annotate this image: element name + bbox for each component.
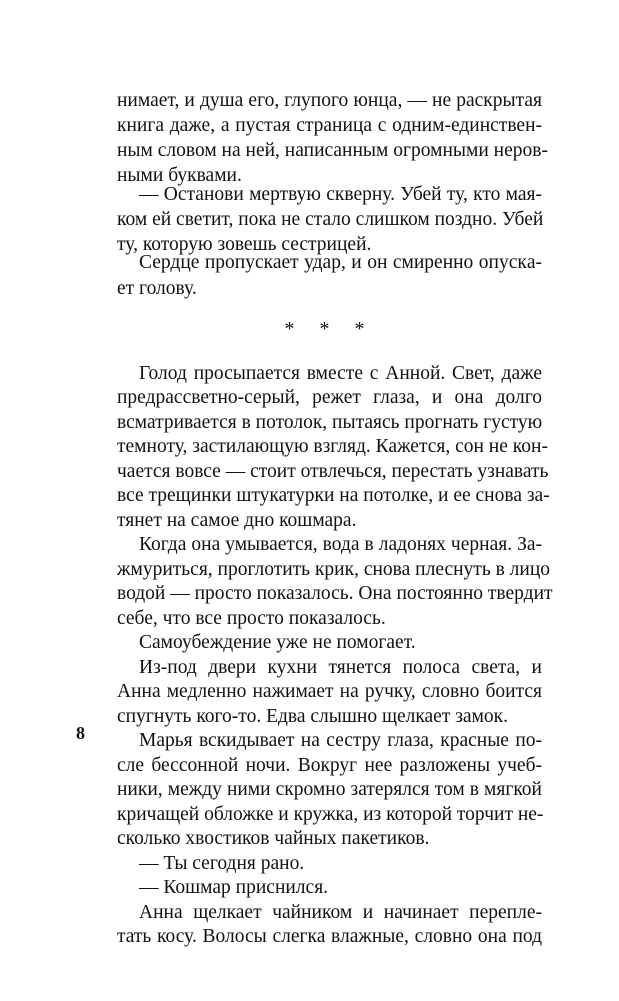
text-line: — Останови мертвую скверну. Убей ту, кто мая- <box>139 184 542 205</box>
text-line: кричащей обложке и кружка, из которой торчит не- <box>117 804 544 825</box>
text-line: жмуриться, проглотить крик, снова плеснуть в лицо <box>117 559 551 580</box>
text-line: ным словом на ней, написанным огромными неров- <box>117 140 548 161</box>
text-line: себе, что все просто показалось. <box>117 608 386 629</box>
text-line: Анна медленно нажимает на ручку, словно боится <box>117 681 542 702</box>
text-line: ники, между ними скромно затерялся том в мягкой <box>117 779 542 800</box>
text-line: спугнуть кого-то. Едва слышно щелкает замок. <box>117 706 509 727</box>
text-line: ет голову. <box>117 278 197 299</box>
text-line: сле бессонной ночи. Вокруг нее разложены учеб- <box>117 755 542 776</box>
text-line: ком ей светит, пока не стало слишком поздно. Убей <box>117 209 544 230</box>
text-line: сколько хвостиков чайных пакетиков. <box>117 828 430 849</box>
text-line: всматривается в потолок, пытаясь прогнать густую <box>117 412 543 433</box>
text-line: водой — просто показалось. Она постоянно твердит <box>117 583 553 604</box>
text-line: тать косу. Волосы слегка влажные, словно она под <box>117 926 542 947</box>
page-number: 8 <box>76 723 85 743</box>
text-line: чается вовсе — стоит отвлечься, перестать узнавать <box>117 461 549 482</box>
text-line: тянет на самое дно кошмара. <box>117 510 357 531</box>
section-separator: * * * <box>284 318 375 340</box>
text-line: Голод просыпается вместе с Анной. Свет, даже <box>139 363 542 384</box>
text-line: ными буквами. <box>117 165 242 186</box>
text-line: книга даже, а пустая страница с одним-единствен- <box>117 115 542 136</box>
text-line: — Кошмар приснился. <box>139 877 329 898</box>
text-line: Сердце пропускает удар, и он смиренно опускa- <box>139 252 542 273</box>
text-line: Анна щелкает чайником и начинает перепле- <box>139 902 542 923</box>
text-line: Марья вскидывает на сестру глаза, красные по- <box>139 730 542 751</box>
text-line: — Ты сегодня рано. <box>139 853 305 874</box>
text-line: все трещинки штукатурки на потолке, и ее снова за- <box>117 485 550 506</box>
text-line: Самоубеждение уже не помогает. <box>139 632 416 653</box>
text-line: Когда она умывается, вода в ладонях черная. За- <box>139 534 542 555</box>
text-line: Из-под двери кухни тянется полоса света, и <box>139 657 542 678</box>
text-line: темноту, застилающую взгляд. Кажется, сон не кон- <box>117 436 548 457</box>
text-line: предрассветно-серый, режет глаза, и она долго <box>117 387 542 408</box>
text-line: ту, которую зовешь сестрицей. <box>117 234 372 255</box>
text-line: нимает, и душа его, глупого юнца, — не раскрытая <box>117 90 542 111</box>
